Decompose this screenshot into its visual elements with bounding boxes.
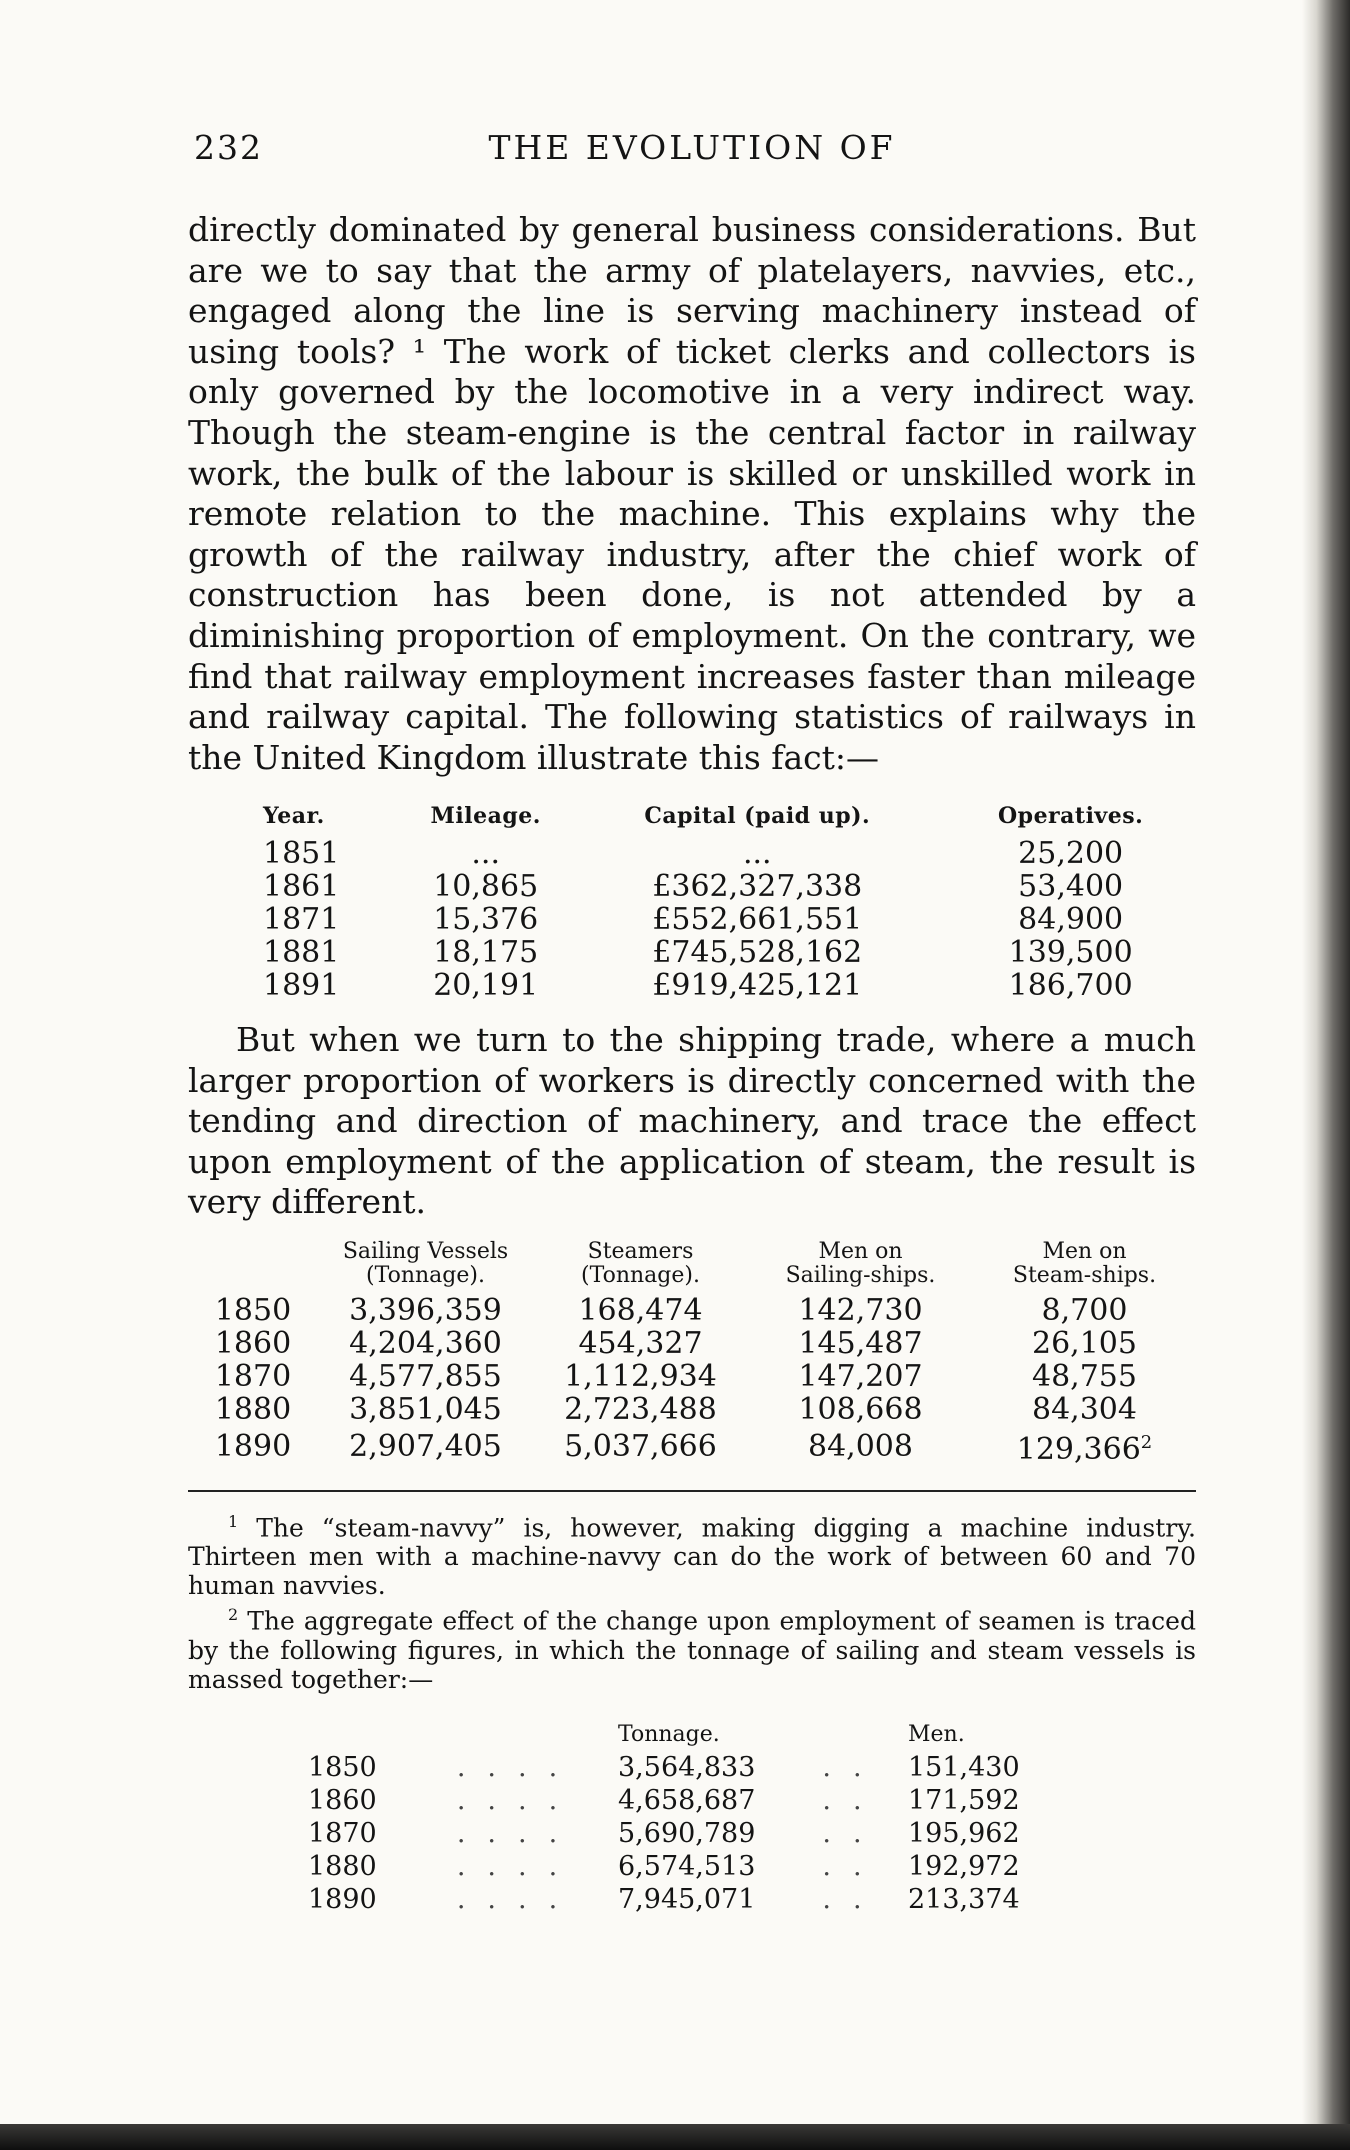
table-cell: 3,396,359 <box>349 1293 502 1328</box>
page-number: 232 <box>194 128 263 167</box>
table-cell: 142,730 <box>798 1293 923 1328</box>
scan-bottom-edge <box>0 2124 1350 2150</box>
table-cell: 1870 <box>214 1359 292 1394</box>
table-cell: 213,374 <box>908 1884 1020 1915</box>
table-row <box>308 1883 1088 1916</box>
table-cell: 139,500 <box>1008 935 1133 970</box>
table-cell: 48,755 <box>1032 1359 1137 1394</box>
table-cell: 1861 <box>263 869 340 904</box>
table-cell: 1880 <box>308 1851 377 1882</box>
table-cell: 84,008 <box>808 1428 913 1464</box>
table-cell: 4,577,855 <box>349 1359 502 1394</box>
table-cell: 20,191 <box>433 968 539 1003</box>
table-row <box>188 1393 1196 1426</box>
column-header: Operatives. <box>998 803 1144 829</box>
column-header: Men on Sailing-ships. <box>785 1239 936 1288</box>
table-cell: 1871 <box>263 902 340 937</box>
column-header: Mileage. <box>430 803 541 829</box>
table-header-row <box>188 800 1196 837</box>
table-cell: 1860 <box>308 1785 377 1816</box>
table-row <box>188 1294 1196 1327</box>
table-cell: 147,207 <box>798 1359 923 1394</box>
table-row <box>188 936 1196 969</box>
table-cell: 1890 <box>214 1428 292 1464</box>
table-cell: 192,972 <box>908 1851 1020 1882</box>
leader-dots: .. <box>822 1818 884 1849</box>
table-cell: 1890 <box>308 1884 377 1915</box>
table-cell: £552,661,551 <box>652 902 863 937</box>
table-cell: 129,366$^2$ <box>1016 1432 1153 1467</box>
table-row <box>188 903 1196 936</box>
footnote-divider <box>188 1490 1196 1492</box>
table-cell: 1891 <box>263 968 340 1003</box>
page-edge-shadow <box>1302 0 1350 2150</box>
table-row <box>188 969 1196 1002</box>
table-row <box>188 837 1196 870</box>
table-cell: £919,425,121 <box>652 968 863 1003</box>
table-header-row <box>308 1718 1088 1751</box>
table-cell: ... <box>471 836 500 871</box>
footnote-1: $^1$ The “steam-navvy” is, however, making digging a machine industry. Thirteen men with a machine-navvy can do the work of between 60 and 70 human navvies. <box>188 1512 1196 1601</box>
table-cell: 84,304 <box>1032 1392 1137 1427</box>
table-cell: 8,700 <box>1041 1293 1128 1328</box>
table-cell: 84,900 <box>1018 902 1124 937</box>
table-row <box>188 1327 1196 1360</box>
table-cell: 145,487 <box>798 1326 923 1361</box>
leader-dots: .... <box>456 1884 580 1915</box>
column-header: Men on Steam-ships. <box>1012 1239 1157 1288</box>
table-cell: 53,400 <box>1018 869 1124 904</box>
page-header <box>188 128 1196 178</box>
table-cell: 4,204,360 <box>349 1326 502 1361</box>
leader-dots: .. <box>822 1884 884 1915</box>
table-cell: 15,376 <box>433 902 539 937</box>
leader-dots: .. <box>822 1785 884 1816</box>
table-cell: 5,037,666 <box>564 1428 717 1464</box>
column-header: Capital (paid up). <box>644 803 871 829</box>
leader-dots: .. <box>822 1851 884 1882</box>
column-header: Tonnage. <box>618 1722 720 1747</box>
table-cell: 454,327 <box>578 1326 703 1361</box>
table-row <box>308 1850 1088 1883</box>
table-cell: 3,564,833 <box>618 1752 756 1783</box>
footnote-2: $^2$ The aggregate effect of the change upon employment of seamen is traced by the following figures, in which the tonnage of sailing and steam vessels is massed together:— <box>188 1605 1196 1694</box>
leader-dots: .... <box>456 1752 580 1783</box>
column-header: Year. <box>263 803 325 829</box>
table-row <box>308 1817 1088 1850</box>
footnotes <box>188 1507 1196 1694</box>
table-cell: 171,592 <box>908 1785 1020 1816</box>
leader-dots: .. <box>822 1752 884 1783</box>
leader-dots: .... <box>456 1818 580 1849</box>
table-cell: 195,962 <box>908 1818 1020 1849</box>
table-header-row <box>188 1240 1196 1294</box>
table-cell: 7,945,071 <box>618 1884 756 1915</box>
table-cell: 168,474 <box>578 1293 703 1328</box>
table-cell: 1,112,934 <box>564 1359 717 1394</box>
table-cell: 1881 <box>263 935 340 970</box>
table-cell: 2,723,488 <box>564 1392 717 1427</box>
running-title: THE EVOLUTION OF <box>488 128 896 167</box>
table-cell: 1860 <box>214 1326 292 1361</box>
column-header: Steamers (Tonnage). <box>581 1239 700 1288</box>
table-cell: 18,175 <box>433 935 539 970</box>
table-cell: 1850 <box>214 1293 292 1328</box>
aggregate-shipping-table <box>308 1718 1088 1916</box>
table-cell: 3,851,045 <box>349 1392 502 1427</box>
table-row <box>188 870 1196 903</box>
table-cell: 4,658,687 <box>618 1785 756 1816</box>
table-cell: 1870 <box>308 1818 377 1849</box>
shipping-statistics-table <box>188 1240 1196 1466</box>
table-cell: 1851 <box>263 836 340 871</box>
table-row <box>308 1784 1088 1817</box>
table-cell: 151,430 <box>908 1752 1020 1783</box>
table-cell: 25,200 <box>1018 836 1124 871</box>
table-cell: 1880 <box>214 1392 292 1427</box>
column-header: Sailing Vessels (Tonnage). <box>342 1239 509 1288</box>
table-cell: 26,105 <box>1032 1326 1137 1361</box>
footnote-ref: 2 <box>1140 1432 1153 1453</box>
railway-statistics-table <box>188 800 1196 1002</box>
paragraph-shipping: But when we turn to the shipping trade, where a much larger proportion of workers is directly concerned with the tending and direction of machinery, and trace the effect upon employment of the application of steam, the result is very different. <box>188 1020 1196 1222</box>
table-cell: 2,907,405 <box>349 1428 502 1464</box>
table-row <box>188 1360 1196 1393</box>
table-row <box>188 1426 1196 1466</box>
leader-dots: .... <box>456 1785 580 1816</box>
table-row <box>308 1751 1088 1784</box>
table-cell: £745,528,162 <box>652 935 863 970</box>
column-header: Men. <box>908 1722 965 1747</box>
table-cell: 1850 <box>308 1752 377 1783</box>
table-cell: 5,690,789 <box>618 1818 756 1849</box>
table-cell: 6,574,513 <box>618 1851 756 1882</box>
paragraph-railways: directly dominated by general business considerations. But are we to say that the army of platelayers, navvies, etc., engaged along the line is serving machinery instead of using tools? ¹ The work of ticket clerks and collectors is only governed by the locomotive in a very indirect way. Though the steam-engine is the central factor in railway work, the bulk of the labour is skilled or unskilled work in remote relation to the machine. This explains why the growth of the railway industry, after the chief work of construction has been done, is not attended by a diminishing proportion of employment. On the contrary, we find that railway employment increases faster than mileage and railway capital. The following statistics of railways in the United Kingdom illustrate this fact:— <box>188 210 1196 777</box>
table-cell: 108,668 <box>798 1392 923 1427</box>
table-cell: £362,327,338 <box>652 869 863 904</box>
table-cell: ... <box>742 836 772 871</box>
leader-dots: .... <box>456 1851 580 1882</box>
table-cell: 186,700 <box>1008 968 1133 1003</box>
table-cell: 10,865 <box>433 869 539 904</box>
